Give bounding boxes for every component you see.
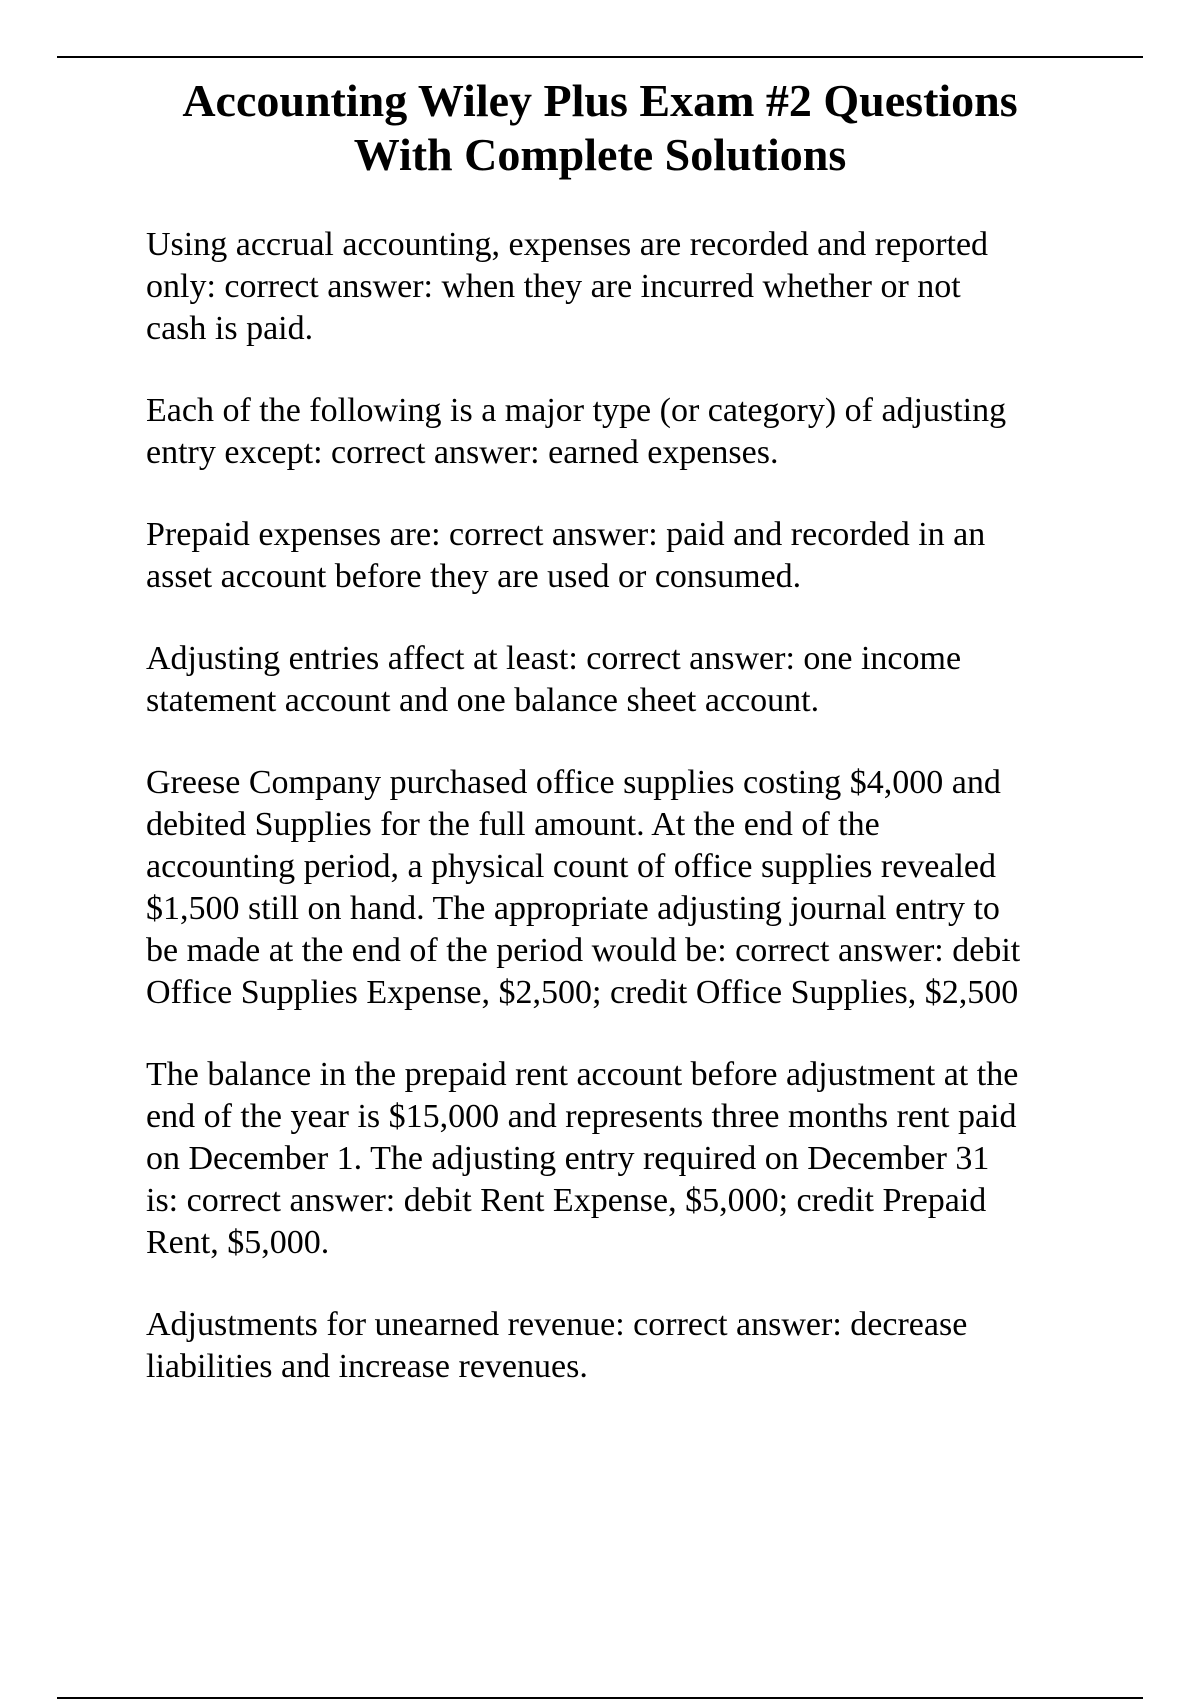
qa-line: accounting period, a physical count of office supplies revealed (146, 848, 997, 885)
qa-line: is: correct answer: debit Rent Expense, $5,000; credit Prepaid (146, 1182, 987, 1219)
qa-line: cash is paid. (146, 310, 314, 347)
qa-line: Using accrual accounting, expenses are recorded and reported (146, 226, 989, 263)
qa-line: entry except: correct answer: earned expenses. (146, 434, 779, 471)
qa-line: $1,500 still on hand. The appropriate adjusting journal entry to (146, 890, 1000, 927)
qa-line: asset account before they are used or consumed. (146, 558, 802, 595)
qa-item (146, 514, 1146, 598)
qa-item (146, 638, 1146, 722)
qa-line: The balance in the prepaid rent account before adjustment at the (146, 1056, 1019, 1093)
qa-line: be made at the end of the period would be: correct answer: debit (146, 932, 1021, 969)
qa-line: Greese Company purchased office supplies costing $4,000 and (146, 764, 1001, 801)
qa-line: Office Supplies Expense, $2,500; credit Office Supplies, $2,500 (146, 974, 1019, 1011)
question-answer-list (146, 224, 1146, 1428)
qa-line: Rent, $5,000. (146, 1224, 330, 1261)
top-divider (57, 56, 1143, 58)
bottom-divider (57, 1697, 1143, 1699)
qa-item (146, 1054, 1146, 1264)
qa-line: only: correct answer: when they are incurred whether or not (146, 268, 961, 305)
qa-item (146, 224, 1146, 350)
qa-line: liabilities and increase revenues. (146, 1348, 588, 1385)
qa-item (146, 390, 1146, 474)
document-title (90, 74, 1110, 182)
qa-line: end of the year is $15,000 and represents three months rent paid (146, 1098, 1017, 1135)
qa-line: statement account and one balance sheet account. (146, 682, 820, 719)
qa-line: on December 1. The adjusting entry required on December 31 (146, 1140, 990, 1177)
qa-line: debited Supplies for the full amount. At the end of the (146, 806, 880, 843)
qa-line: Each of the following is a major type (or category) of adjusting (146, 392, 1007, 429)
qa-item (146, 1304, 1146, 1388)
qa-line: Prepaid expenses are: correct answer: paid and recorded in an (146, 516, 986, 553)
qa-item (146, 762, 1146, 1014)
qa-line: Adjusting entries affect at least: correct answer: one income (146, 640, 962, 677)
title-line: Accounting Wiley Plus Exam #2 Questions (182, 75, 1018, 126)
title-line: With Complete Solutions (353, 129, 847, 180)
qa-line: Adjustments for unearned revenue: correct answer: decrease (146, 1306, 968, 1343)
